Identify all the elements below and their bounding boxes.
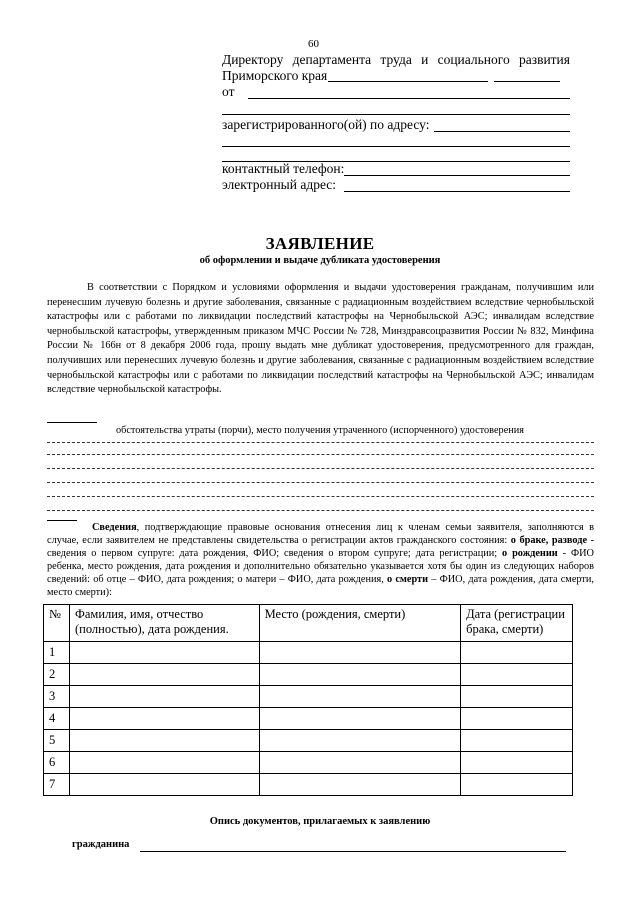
applicant-name-line[interactable] (248, 98, 570, 99)
table-row (44, 730, 573, 752)
table-row (44, 664, 573, 686)
document-subtitle: об оформлении и выдаче дубликата удостоверения (199, 255, 441, 266)
fullname-cell[interactable] (69, 708, 259, 730)
address-line-1[interactable] (434, 131, 570, 132)
fullname-cell[interactable] (69, 664, 259, 686)
phone-label: контактный телефон: (222, 161, 345, 176)
applicant-name-line-2[interactable] (222, 114, 570, 115)
info-death: о смерти (386, 574, 429, 586)
row-number: 6 (44, 752, 70, 774)
date-cell[interactable] (461, 708, 573, 730)
col-header-number: № (44, 605, 70, 642)
circumstances-line-6[interactable] (47, 510, 594, 511)
row-number: 2 (44, 664, 70, 686)
circumstances-line-1[interactable] (47, 442, 594, 443)
fullname-cell[interactable] (69, 774, 259, 796)
table-row (44, 686, 573, 708)
row-number: 3 (44, 686, 70, 708)
place-cell[interactable] (259, 664, 461, 686)
family-members-table (43, 604, 573, 796)
table-row (44, 708, 573, 730)
date-cell[interactable] (461, 752, 573, 774)
from-label: от (222, 84, 235, 99)
addressee-line2: Приморского края (222, 68, 328, 83)
addressee-fill-line[interactable] (328, 81, 488, 82)
family-info-paragraph (47, 521, 594, 600)
date-cell[interactable] (461, 642, 573, 664)
circumstances-caption: обстоятельства утраты (порчи), место получения утраченного (испорченного) удостоверения (115, 425, 525, 436)
col-header-date: Дата (регистрации брака, смерти) (461, 605, 573, 642)
email-line[interactable] (344, 191, 570, 192)
info-part1: , подтверждающие правовые основания отнесения лиц к членам семьи заявителя, заполняются в случае, если заявителем не представлены свидетельства о регистрации актов гражданского состояния: (47, 522, 594, 547)
email-label: электронный адрес: (222, 177, 337, 192)
date-cell[interactable] (461, 686, 573, 708)
date-cell[interactable] (461, 730, 573, 752)
registered-address-label: зарегистрированного(ой) по адресу: (222, 117, 430, 132)
address-line-2[interactable] (222, 146, 570, 147)
place-cell[interactable] (259, 774, 461, 796)
row-number: 1 (44, 642, 70, 664)
table-header-row (44, 605, 573, 642)
table-row (44, 642, 573, 664)
document-title: ЗАЯВЛЕНИЕ (265, 234, 375, 253)
row-number: 5 (44, 730, 70, 752)
addressee-fill-line-2[interactable] (494, 81, 560, 82)
circumstances-short-line[interactable] (47, 422, 97, 423)
place-cell[interactable] (259, 686, 461, 708)
info-birth: о рождении (502, 548, 558, 560)
place-cell[interactable] (259, 708, 461, 730)
place-cell[interactable] (259, 642, 461, 664)
date-cell[interactable] (461, 774, 573, 796)
addressee-line1: Директору департамента труда и социального развития (222, 52, 570, 67)
circumstances-line-5[interactable] (47, 496, 594, 497)
fullname-cell[interactable] (69, 686, 259, 708)
row-number: 7 (44, 774, 70, 796)
page-number: 60 (308, 38, 319, 50)
date-cell[interactable] (461, 664, 573, 686)
info-part2: сведения о первом супруге: дата рождения, ФИО; сведения о втором супруге; дата регистрации; (47, 548, 503, 560)
circumstances-line-4[interactable] (47, 482, 594, 483)
table-row (44, 752, 573, 774)
request-paragraph: В соответствии с Порядком и условиями оформления и выдачи удостоверения гражданам, получившим или перенесшим лучевую болезнь и другие заболевания, связанные с радиационным воздействием вследствие чернобыльской катастрофы или с работами по ликвидации последствий катастрофы на Чернобыльской АЭС; инвалидам вследствие чернобыльской катастрофы, утвержденным приказом МЧС России № 728, Минздравсоцразвития России № 832, Минфина России № 166н от 8 декабря 2006 года, прошу выдать мне дубликат удостоверения, предусмотренного для граждан, получивших или перенесших лучевую болезнь и другие заболевания, связанные с радиационным воздействием вследствие чернобыльской катастрофы или с работами по ликвидации последствий катастрофы на Чернобыльской АЭС; инвалидам вследствие чернобыльской катастрофы. (47, 282, 594, 396)
info-marriage: о браке, разводе - (510, 535, 595, 547)
phone-line[interactable] (344, 175, 570, 176)
table-row (44, 774, 573, 796)
col-header-fullname: Фамилия, имя, отчество (полностью), дата рождения. (69, 605, 259, 642)
citizen-label: гражданина (72, 839, 130, 850)
place-cell[interactable] (259, 730, 461, 752)
attachments-title: Опись документов, прилагаемых к заявлению (209, 816, 431, 827)
citizen-name-line[interactable] (140, 851, 566, 852)
info-lead: Сведения (92, 522, 137, 533)
row-number: 4 (44, 708, 70, 730)
place-cell[interactable] (259, 752, 461, 774)
info-part4: – ФИО, дата рождения, дата смерти, место смерти): (47, 574, 594, 599)
fullname-cell[interactable] (69, 730, 259, 752)
info-part3: - ФИО ребенка, место рождения, дата рождения и дополнительно обязательно указывается хотя бы один из следующих наборов сведений: об отце – ФИО, дата рождения; о матери – ФИО, дата рождения, (47, 548, 594, 586)
circumstances-line-3[interactable] (47, 468, 594, 469)
fullname-cell[interactable] (69, 752, 259, 774)
col-header-place: Место (рождения, смерти) (259, 605, 461, 642)
circumstances-line-2[interactable] (47, 454, 594, 455)
fullname-cell[interactable] (69, 642, 259, 664)
